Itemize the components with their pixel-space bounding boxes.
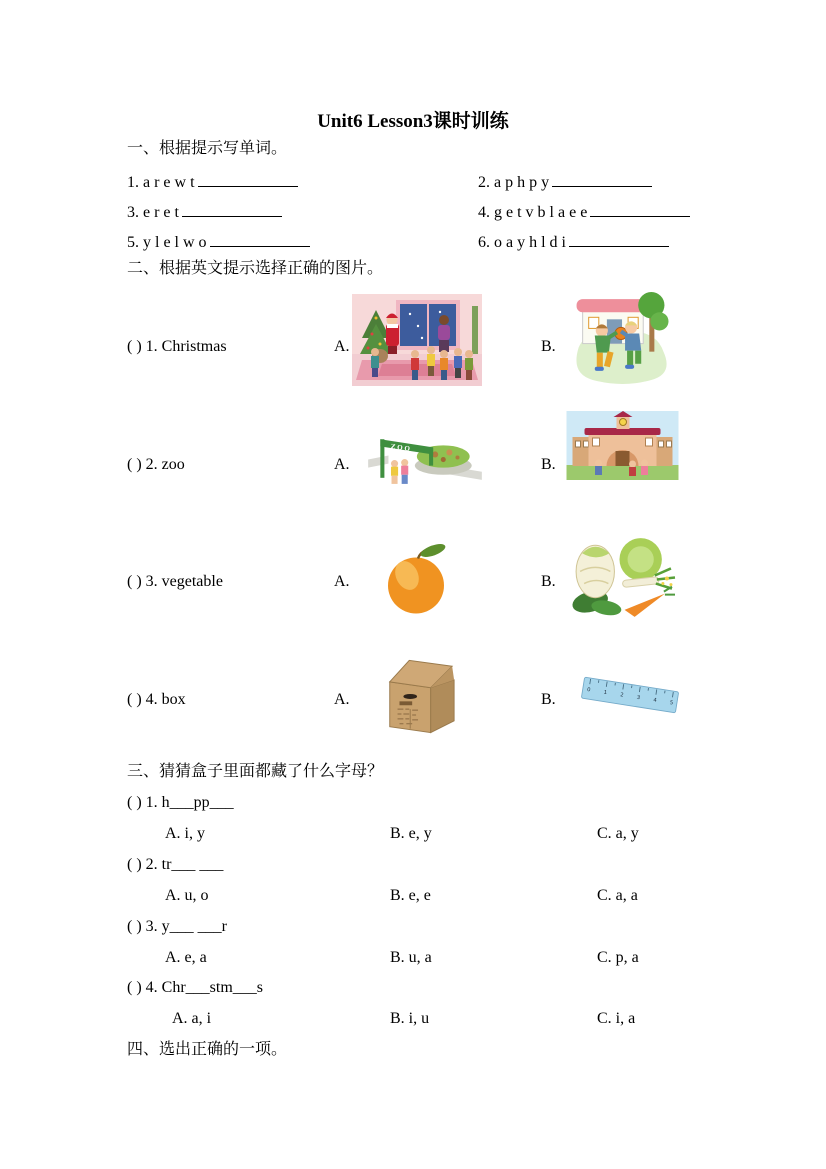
section3-q2-stem: ( ) 2. tr___ ___ [127, 856, 224, 873]
section2-item-1-optionA-label: A. [334, 338, 350, 355]
section3-heading: 三、猜猜盒子里面都藏了什么字母？ [127, 763, 384, 780]
answer-blank [552, 171, 652, 187]
ruler-number-4: 4 [652, 697, 658, 704]
ruler-number-3: 3 [636, 694, 641, 702]
answer-blank [198, 171, 298, 187]
section3-q4-optionC: C. i, a [597, 1010, 636, 1027]
section4-heading: 四、选出正确的一项。 [127, 1041, 288, 1058]
section2-item-4-optionB-label: B. [541, 691, 556, 708]
section1-item-1: 1. a r e w t [127, 171, 298, 193]
section3-q4-stem: ( ) 4. Chr___stm___s [127, 979, 263, 996]
ruler-image [578, 669, 682, 721]
school-building-image [566, 411, 679, 480]
section1-item-4: 4. g e t v b l a e e [478, 201, 690, 223]
answer-blank [590, 201, 690, 217]
christmas-party-image [352, 294, 482, 386]
section2-item-3-optionB-label: B. [541, 573, 556, 590]
section2-item-2-label: ( ) 2. zoo [127, 456, 185, 473]
section1-item-6: 6. o a y h l d i [478, 231, 669, 253]
page-title: Unit6 Lesson3课时训练 [317, 111, 509, 132]
ruler-number-2: 2 [619, 692, 624, 699]
section3-q3-optionB: B. u, a [390, 949, 432, 966]
section3-q2-optionB: B. e, e [390, 887, 431, 904]
section3-q1-stem: ( ) 1. h___pp___ [127, 794, 234, 811]
orange-fruit-image [385, 542, 452, 617]
section3-q2-optionA: A. u, o [165, 887, 209, 904]
section3-q4-optionB: B. i, u [390, 1010, 430, 1027]
section3-q4-optionA: A. a, i [172, 1010, 212, 1027]
zoo-sign-text: Z O O [390, 442, 411, 454]
kids-playing-ball-image [568, 287, 670, 386]
section3-q1-optionC: C. a, y [597, 825, 639, 842]
vegetables-image [568, 531, 676, 621]
zoo-entrance-image [368, 423, 482, 490]
section2-item-3-optionA-label: A. [334, 573, 350, 590]
section3-q3-optionC: C. p, a [597, 949, 639, 966]
section3-q3-stem: ( ) 3. y___ ___r [127, 918, 227, 935]
section2-item-2-optionB-label: B. [541, 456, 556, 473]
section2-item-3-label: ( ) 3. vegetable [127, 573, 223, 590]
answer-blank [210, 231, 310, 247]
section3-q2-optionC: C. a, a [597, 887, 638, 904]
section2-item-2-optionA-label: A. [334, 456, 350, 473]
answer-blank [182, 201, 282, 217]
section1-item-3: 3. e r e t [127, 201, 282, 223]
section1-item-2: 2. a p h p y [478, 171, 652, 193]
section3-q1-optionA: A. i, y [165, 825, 205, 842]
answer-blank [569, 231, 669, 247]
section2-item-1-label: ( ) 1. Christmas [127, 338, 227, 355]
section3-q1-optionB: B. e, y [390, 825, 432, 842]
ruler-number-1: 1 [603, 689, 608, 696]
section2-item-4-label: ( ) 4. box [127, 691, 186, 708]
section2-item-4-optionA-label: A. [334, 691, 350, 708]
section2-heading: 二、根据英文提示选择正确的图片。 [127, 260, 384, 277]
section1-heading: 一、根据提示写单词。 [127, 140, 288, 157]
section1-item-5: 5. y l e l w o [127, 231, 310, 253]
ruler-number-0: 0 [586, 686, 591, 694]
ruler-number-5: 5 [669, 700, 674, 707]
cardboard-box-image [380, 654, 458, 737]
section3-q3-optionA: A. e, a [165, 949, 207, 966]
section2-item-1-optionB-label: B. [541, 338, 556, 355]
